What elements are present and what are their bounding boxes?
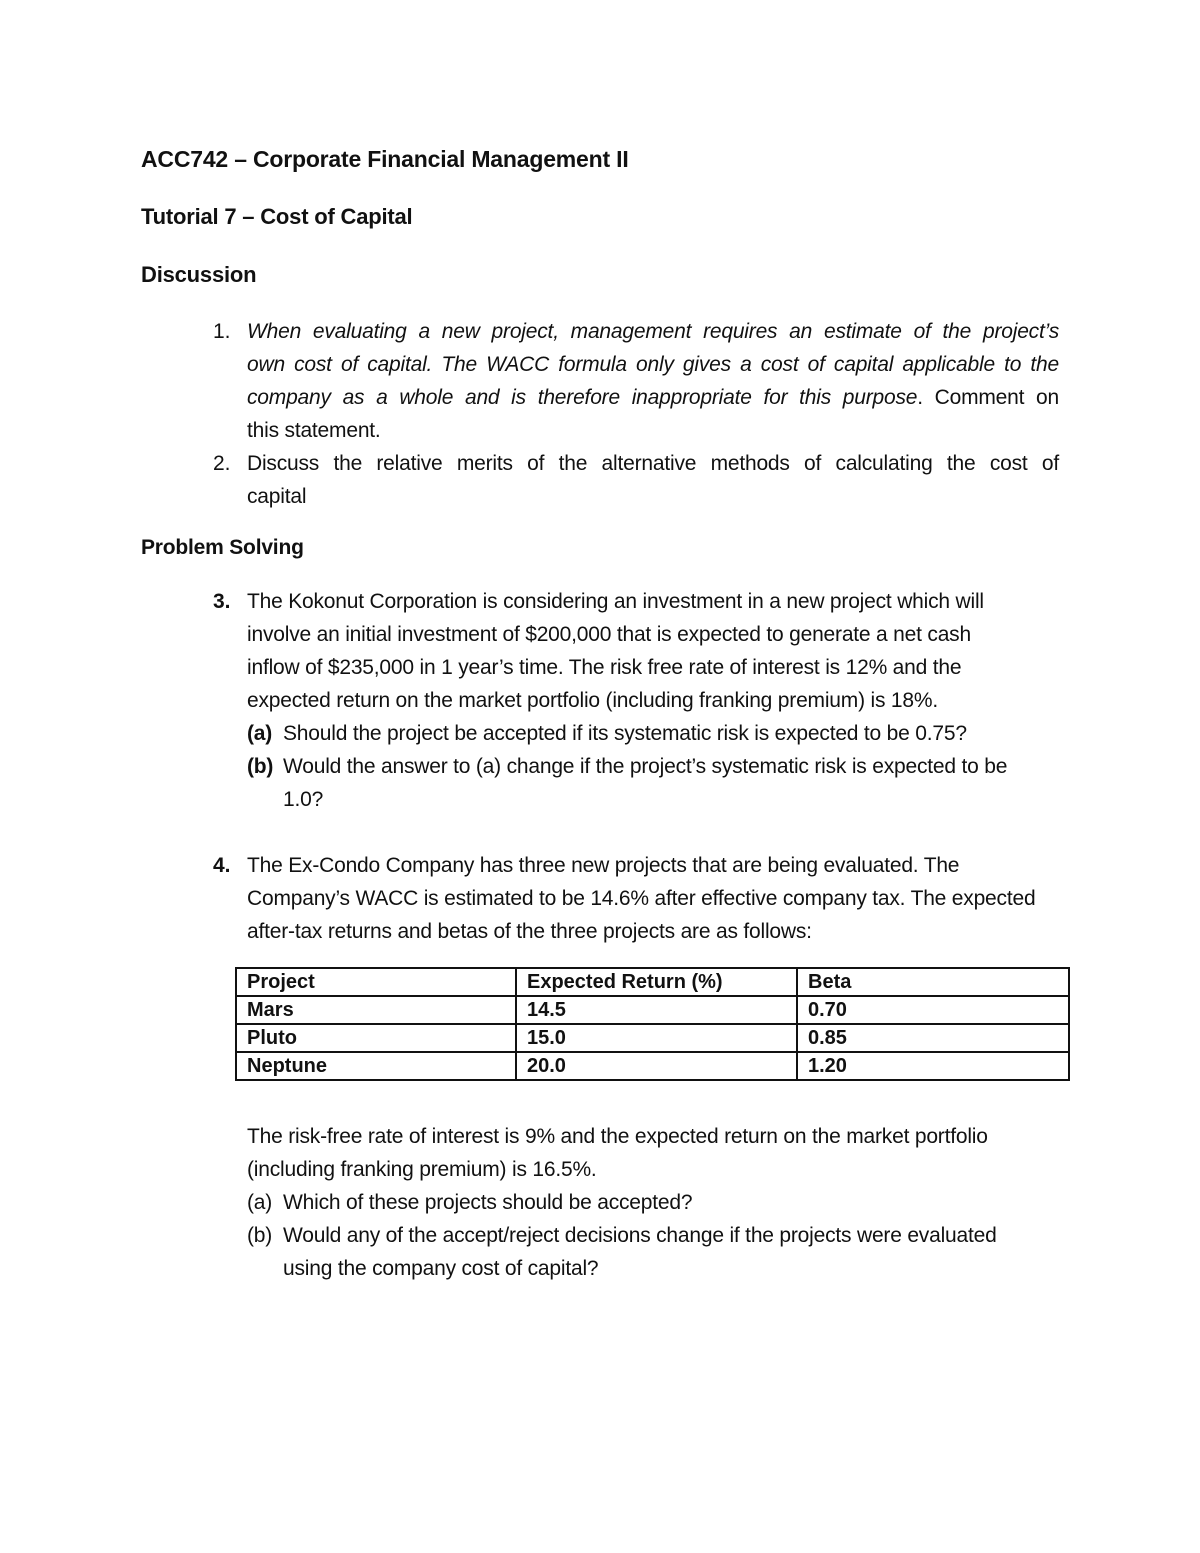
q1-line-3-italic: company as a whole and is therefore inappropriate for this purpose [247, 386, 918, 409]
table-cell: 14.5 [516, 996, 797, 1024]
q4-after-line-1: The risk-free rate of interest is 9% and the expected return on the market portfolio [247, 1125, 988, 1148]
q3b-text-2: 1.0? [283, 788, 324, 811]
q1-line-3 [247, 381, 1059, 414]
table-cell: 0.70 [797, 996, 1069, 1024]
q3b-label: (b) [247, 755, 274, 778]
q3a-text: Should the project be accepted if its systematic risk is expected to be 0.75? [283, 722, 967, 745]
q3-line-2: involve an initial investment of $200,000 that is expected to generate a net cash [247, 623, 971, 646]
q4-line-3: after-tax returns and betas of the three projects are as follows: [247, 920, 812, 943]
q2-line-1: Discuss the relative merits of the alternative methods of calculating the cost of [247, 452, 1059, 475]
q3b-text-1: Would the answer to (a) change if the project’s systematic risk is expected to be [283, 755, 1008, 778]
table-row [236, 996, 1069, 1024]
q1-line-2: own cost of capital. The WACC formula only gives a cost of capital applicable to the [247, 353, 1059, 376]
q3-line-1: The Kokonut Corporation is considering an investment in a new project which will [247, 590, 984, 613]
projects-table [235, 967, 1070, 1081]
table-cell: 1.20 [797, 1052, 1069, 1080]
table-row [236, 1024, 1069, 1052]
q3-line-4: expected return on the market portfolio (including franking premium) is 18%. [247, 689, 938, 712]
table-cell: Neptune [236, 1052, 516, 1080]
table-header-cell: Project [236, 968, 516, 996]
q2-number: 2. [213, 452, 231, 475]
problem-solving-heading: Problem Solving [141, 536, 304, 559]
table-cell: 20.0 [516, 1052, 797, 1080]
document-title: ACC742 – Corporate Financial Management II [141, 146, 629, 172]
q1-line-1: When evaluating a new project, management requires an estimate of the project’s [247, 320, 1059, 343]
table-cell: 15.0 [516, 1024, 797, 1052]
q4b-label: (b) [247, 1224, 273, 1247]
q1-number: 1. [213, 320, 231, 343]
table-row [236, 1052, 1069, 1080]
q4-line-1: The Ex-Condo Company has three new projects that are being evaluated. The [247, 854, 960, 877]
tutorial-title: Tutorial 7 – Cost of Capital [141, 204, 413, 229]
q4a-text: Which of these projects should be accepted? [283, 1191, 693, 1214]
q4-line-2: Company’s WACC is estimated to be 14.6% after effective company tax. The expected [247, 887, 1036, 910]
q4a-label: (a) [247, 1191, 273, 1214]
discussion-heading: Discussion [141, 262, 257, 287]
table-header-cell: Expected Return (%) [516, 968, 797, 996]
q1-line-4: this statement. [247, 419, 381, 442]
q3-line-3: inflow of $235,000 in 1 year’s time. The risk free rate of interest is 12% and the [247, 656, 962, 679]
q3a-label: (a) [247, 722, 273, 745]
q4-number: 4. [213, 854, 231, 877]
q2-line-2: capital [247, 485, 307, 508]
table-cell: Pluto [236, 1024, 516, 1052]
table-cell: 0.85 [797, 1024, 1069, 1052]
q4-after-line-2: (including franking premium) is 16.5%. [247, 1158, 597, 1181]
table-header-cell: Beta [797, 968, 1069, 996]
q4b-text-1: Would any of the accept/reject decisions change if the projects were evaluated [283, 1224, 997, 1247]
table-header-row [236, 968, 1069, 996]
q4b-text-2: using the company cost of capital? [283, 1257, 599, 1280]
q1-line-3-tail: . Comment on [917, 386, 1059, 409]
q3-number: 3. [213, 590, 231, 613]
table-cell: Mars [236, 996, 516, 1024]
